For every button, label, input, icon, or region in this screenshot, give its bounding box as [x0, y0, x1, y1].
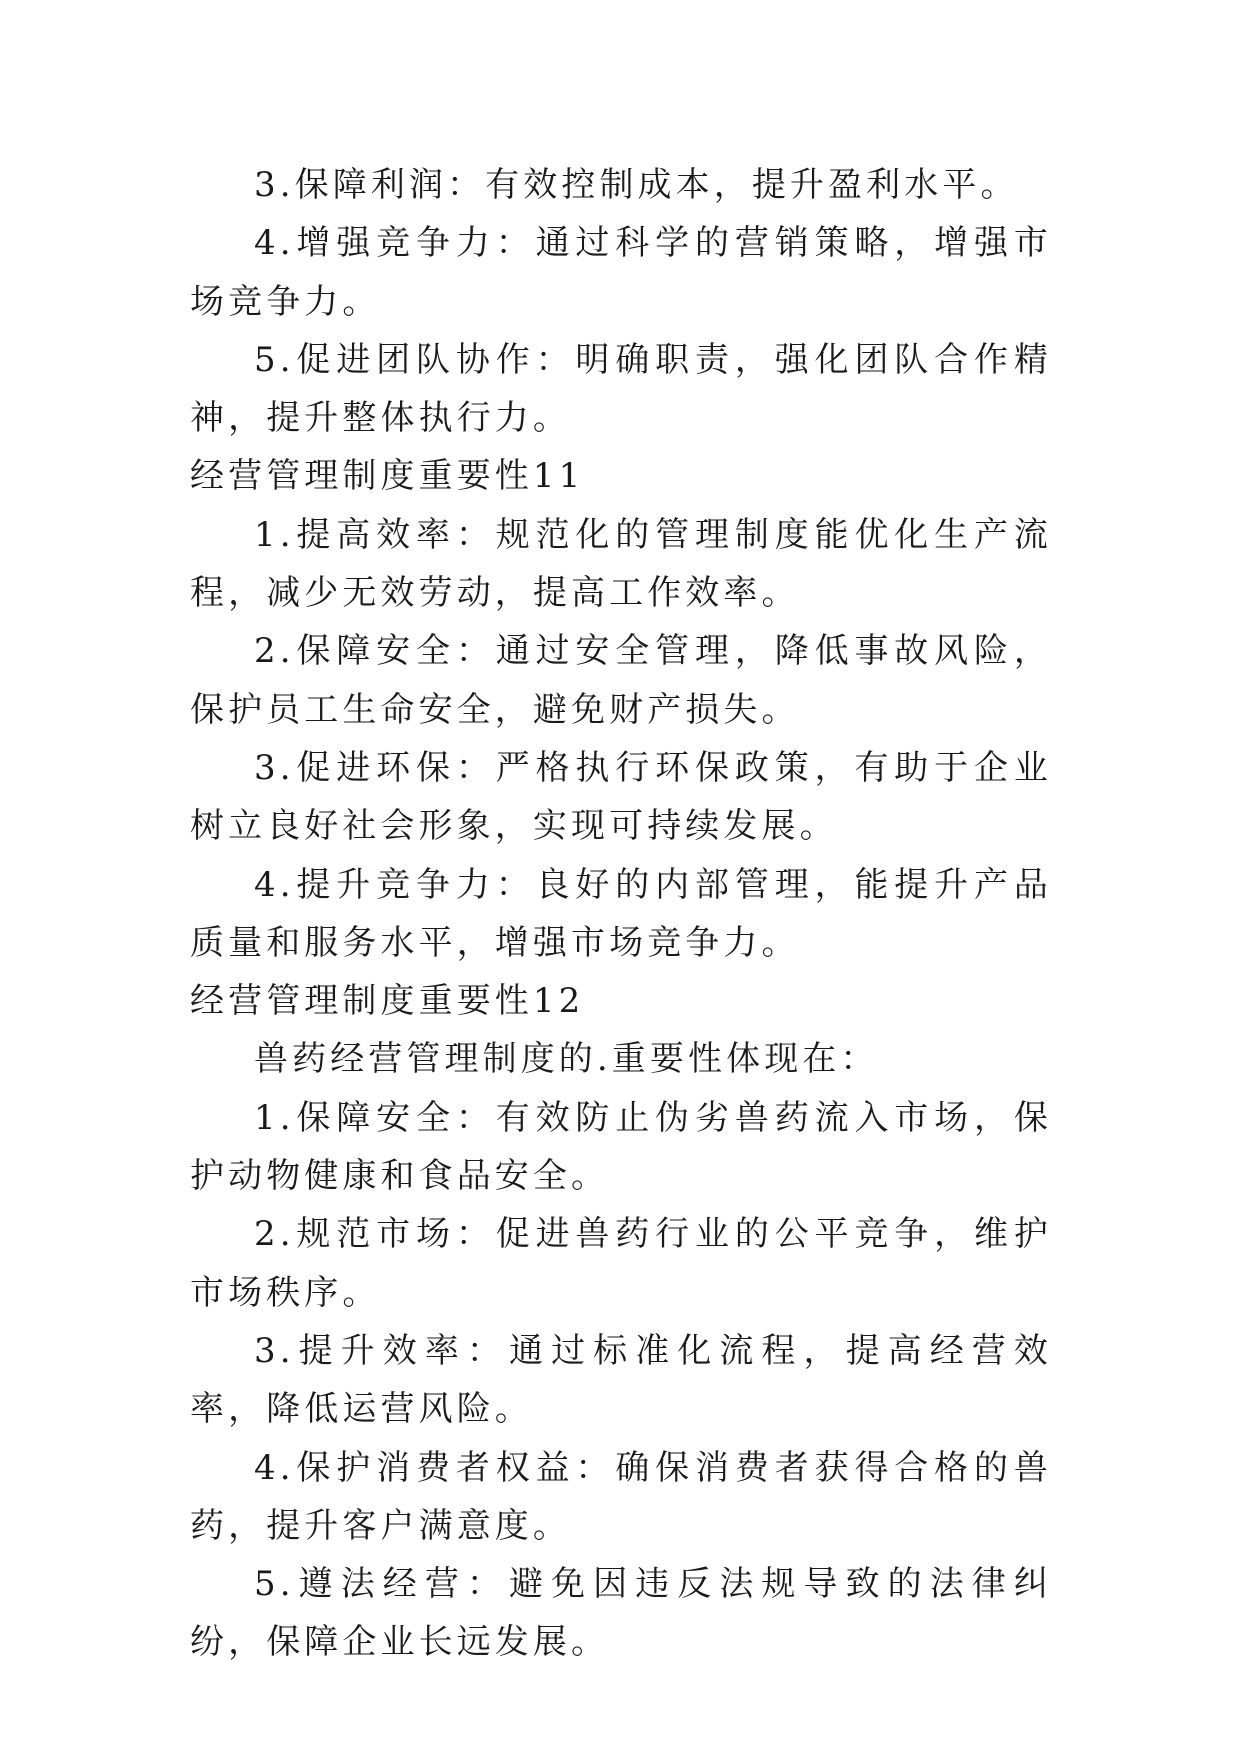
paragraph: 4.保护消费者权益：确保消费者获得合格的兽药，提升客户满意度。 [190, 1447, 1052, 1546]
paragraph: 3.保障利润：有效控制成本，提升盈利水平。 [254, 165, 1019, 205]
paragraph: 4.增强竞争力：通过科学的营销策略，增强市场竞争力。 [190, 223, 1052, 322]
paragraph: 2.保障安全：通过安全管理，降低事故风险，保护员工生命安全，避免财产损失。 [190, 631, 1052, 730]
paragraph: 5.遵法经营：避免因违反法规导致的法律纠纷，保障企业长远发展。 [190, 1564, 1052, 1663]
paragraph: 2.规范市场：促进兽药行业的公平竞争，维护市场秩序。 [190, 1214, 1052, 1313]
document-page [190, 156, 1052, 1672]
paragraph: 5.促进团队协作：明确职责，强化团队合作精神，提升整体执行力。 [190, 339, 1052, 439]
paragraph: 3.提升效率：通过标准化流程，提高经营效率，降低运营风险。 [190, 1330, 1052, 1430]
paragraph: 4.提升竞争力：良好的内部管理，能提升产品质量和服务水平，增强市场竞争力。 [190, 864, 1052, 963]
paragraph: 1.提高效率：规范化的管理制度能优化生产流程，减少无效劳动，提高工作效率。 [190, 514, 1052, 614]
paragraph: 兽药经营管理制度的.重要性体现在： [254, 1039, 879, 1080]
section-heading: 经营管理制度重要性11 [190, 456, 585, 497]
section-heading: 经营管理制度重要性12 [190, 981, 585, 1022]
paragraph: 1.保障安全：有效防止伪劣兽药流入市场，保护动物健康和食品安全。 [190, 1097, 1052, 1197]
paragraph: 3.促进环保：严格执行环保政策，有助于企业树立良好社会形象，实现可持续发展。 [190, 747, 1052, 847]
